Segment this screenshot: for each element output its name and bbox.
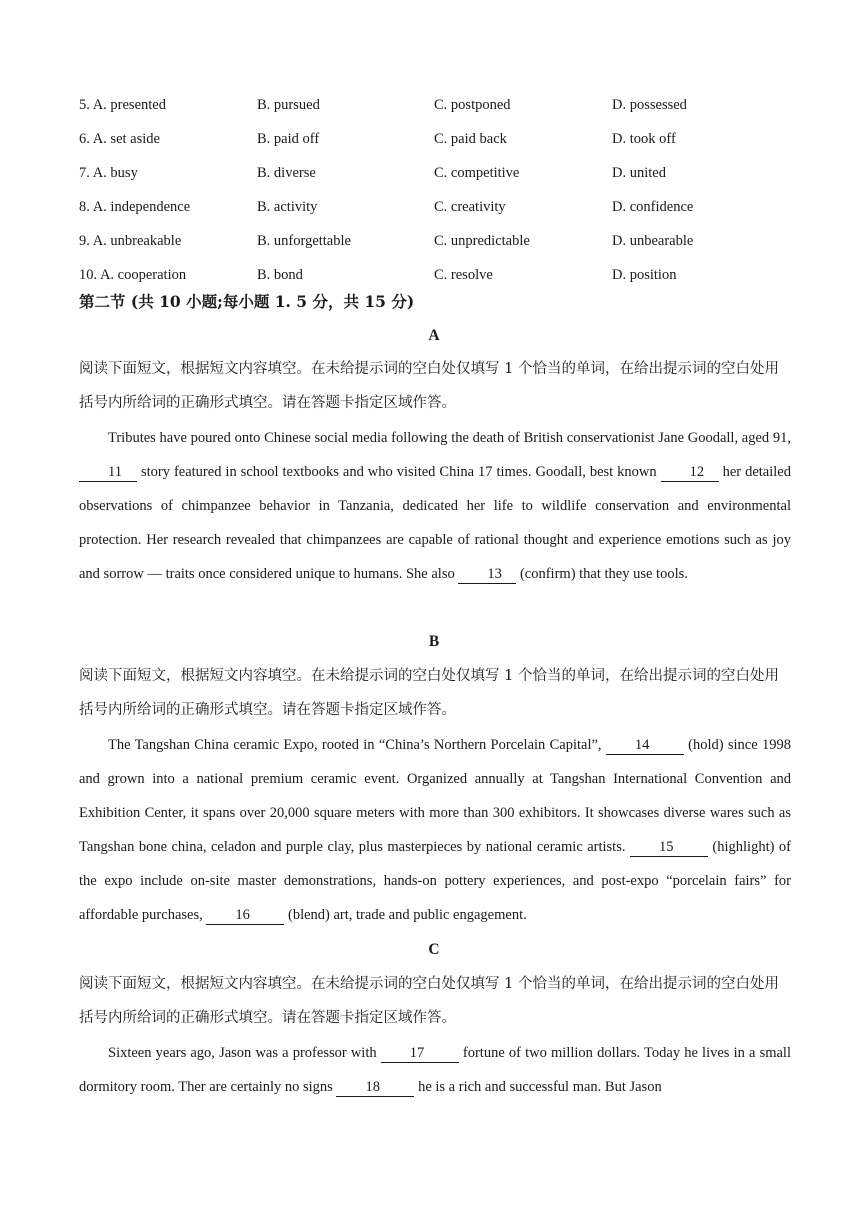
blank-14[interactable]: 14 bbox=[606, 737, 684, 755]
blank-18[interactable]: 18 bbox=[336, 1079, 414, 1097]
passage-c-letter: C bbox=[428, 941, 440, 958]
option-choice-b[interactable]: B. unforgettable bbox=[257, 232, 351, 249]
option-row bbox=[79, 88, 799, 122]
options-list bbox=[79, 88, 799, 292]
option-row bbox=[79, 258, 799, 292]
option-row bbox=[79, 156, 799, 190]
option-choice-c[interactable]: C. postponed bbox=[434, 96, 511, 113]
option-choice-a[interactable]: 6. A. set aside bbox=[79, 130, 160, 147]
blank-13[interactable]: 13 bbox=[458, 566, 516, 584]
option-choice-d[interactable]: D. confidence bbox=[612, 198, 694, 215]
passage-b-text: The Tangshan China ceramic Expo, rooted in “China’s Northern Porcelain Capital”, 14 (hold) since 1998 and grown into a national premium ceramic event. Organized annually at Tangshan International Convention and Exhibition Center, it spans over 20,000 square meters with more than 300 exhibitors. It showcases diverse wares such as Tangshan bone china, celadon and purple clay, plus masterpieces by national ceramic artists. 15 (highlight) of the expo include on-site master demonstrations, hands-on pottery experiences, and post-expo “porcelain fairs” for affordable purchases, 16 (blend) art, trade and public engagement. bbox=[79, 737, 791, 923]
passage-a-text: Tributes have poured onto Chinese social media following the death of British conservationist Jane Goodall, aged 91, 11 story featured in school textbooks and who visited China 17 times. Goodall, best known 12 her detailed observations of chimpanzee behavior in Tanzania, dedicated her life to wildlife conservation and environmental protection. Her research revealed that chimpanzees are capable of rational thought and experience emotions such as joy and sorrow — traits once considered unique to humans. She also 13 (confirm) that they use tools. bbox=[79, 430, 791, 582]
passage-b-letter: B bbox=[428, 633, 440, 650]
blank-16[interactable]: 16 bbox=[206, 907, 284, 925]
section-heading: 第二节 (共 10 小题;每小题 1. 5 分，共 15 分) bbox=[79, 292, 415, 311]
option-choice-c[interactable]: C. resolve bbox=[434, 266, 493, 283]
option-choice-b[interactable]: B. diverse bbox=[257, 164, 316, 181]
option-choice-c[interactable]: C. creativity bbox=[434, 198, 506, 215]
option-row bbox=[79, 190, 799, 224]
passage-b-instruction: 阅读下面短文，根据短文内容填空。在未给提示词的空白处仅填写 1 个恰当的单词，在给出提示词的空白处用括号内所给词的正确形式填空。请在答题卡指定区域作答。 bbox=[79, 668, 779, 718]
passage-a-instruction: 阅读下面短文，根据短文内容填空。在未给提示词的空白处仅填写 1 个恰当的单词，在给出提示词的空白处用括号内所给词的正确形式填空。请在答题卡指定区域作答。 bbox=[79, 361, 779, 411]
option-choice-d[interactable]: D. took off bbox=[612, 130, 676, 147]
passage-c-text: Sixteen years ago, Jason was a professor with 17 fortune of two million dollars. Today he lives in a small dormitory room. Ther are certainly no signs 18 he is a rich and successful man. But Jason bbox=[79, 1045, 791, 1095]
option-choice-d[interactable]: D. possessed bbox=[612, 96, 687, 113]
option-choice-a[interactable]: 10. A. cooperation bbox=[79, 266, 187, 283]
option-choice-a[interactable]: 8. A. independence bbox=[79, 198, 191, 215]
option-choice-d[interactable]: D. united bbox=[612, 164, 666, 181]
option-row bbox=[79, 224, 799, 258]
option-choice-c[interactable]: C. paid back bbox=[434, 130, 507, 147]
option-choice-d[interactable]: D. position bbox=[612, 266, 677, 283]
option-choice-a[interactable]: 7. A. busy bbox=[79, 164, 138, 181]
option-choice-b[interactable]: B. bond bbox=[257, 266, 303, 283]
passage-a-letter: A bbox=[428, 327, 440, 344]
option-choice-b[interactable]: B. paid off bbox=[257, 130, 320, 147]
blank-12[interactable]: 12 bbox=[661, 464, 719, 482]
option-choice-d[interactable]: D. unbearable bbox=[612, 232, 694, 249]
blank-11[interactable]: 11 bbox=[79, 464, 137, 482]
option-choice-a[interactable]: 5. A. presented bbox=[79, 96, 166, 113]
blank-17[interactable]: 17 bbox=[381, 1045, 459, 1063]
option-choice-c[interactable]: C. unpredictable bbox=[434, 232, 530, 249]
blank-15[interactable]: 15 bbox=[630, 839, 708, 857]
passage-c-instruction: 阅读下面短文，根据短文内容填空。在未给提示词的空白处仅填写 1 个恰当的单词，在给出提示词的空白处用括号内所给词的正确形式填空。请在答题卡指定区域作答。 bbox=[79, 976, 779, 1026]
option-choice-b[interactable]: B. pursued bbox=[257, 96, 320, 113]
option-choice-b[interactable]: B. activity bbox=[257, 198, 318, 215]
option-row bbox=[79, 122, 799, 156]
option-choice-a[interactable]: 9. A. unbreakable bbox=[79, 232, 182, 249]
option-choice-c[interactable]: C. competitive bbox=[434, 164, 520, 181]
